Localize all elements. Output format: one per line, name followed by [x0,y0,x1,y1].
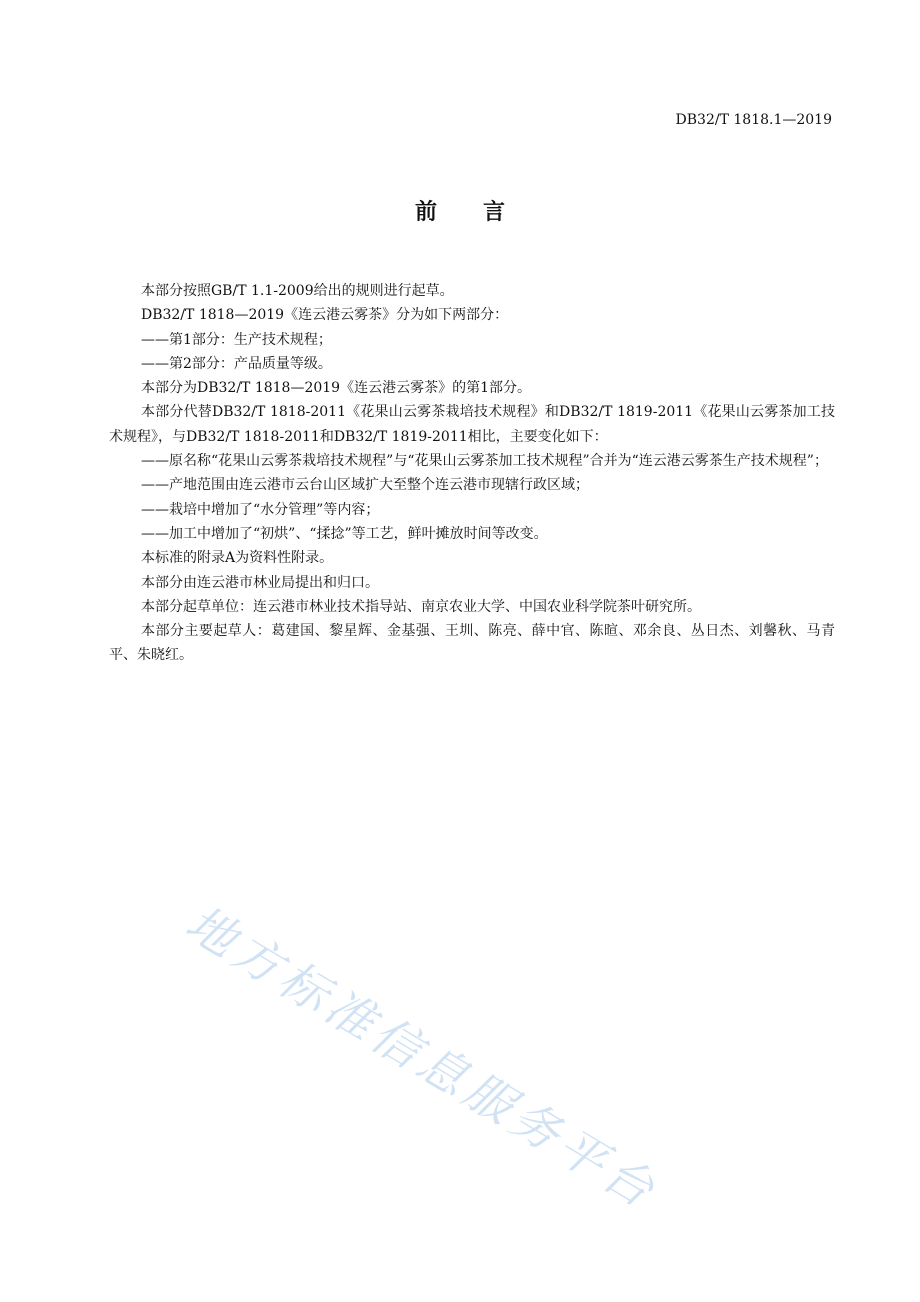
paragraph: ——产地范围由连云港市云台山区域扩大至整个连云港市现辖行政区域； [141,477,589,494]
paragraph: 本部分代替DB32/T 1818-2011《花果山云雾茶栽培技术规程》和DB32/T 1819-2011《花果山云雾茶加工技术规程》，与DB32/T 1818-2011和DB32/T 1819-2011相比，主要变化如下： [109,404,835,445]
paragraph: ——第1部分：生产技术规程； [141,331,332,348]
paragraph: ——加工中增加了“初烘”、“揉捻”等工艺，鲜叶摊放时间等改变。 [141,525,548,542]
paragraph: ——栽培中增加了“水分管理”等内容； [141,501,380,518]
document-code: DB32/T 1818.1—2019 [675,112,832,128]
paragraph: 本部分按照GB/T 1.1-2009给出的规则进行起草。 [141,283,454,299]
paragraph: 本部分主要起草人：葛建国、黎星辉、金基强、王圳、陈亮、薛中官、陈暄、邓余良、丛日杰、刘馨秋、马青平、朱晓红。 [109,623,835,664]
paragraph: 本部分由连云港市林业局提出和归口。 [141,574,379,591]
paragraph: 本部分起草单位：连云港市林业技术指导站、南京农业大学、中国农业科学院茶叶研究所。 [141,598,701,615]
title-char-1: 前 [414,200,437,225]
paragraph: 本部分为DB32/T 1818—2019《连云港云雾茶》的第1部分。 [141,380,531,397]
paragraph: 本标准的附录A为资料性附录。 [141,550,334,567]
title-char-2: 言 [483,200,506,225]
watermark: 地方标准信息服务平台 [176,895,668,1222]
paragraph: ——原名称“花果山云雾茶栽培技术规程”与“花果山云雾茶加工技术规程”合并为“连云港云雾茶生产技术规程”； [141,453,828,470]
page-title [0,197,920,229]
foreword-body [109,279,835,668]
paragraph: ——第2部分：产品质量等级。 [141,355,332,372]
paragraph: DB32/T 1818—2019《连云港云雾茶》分为如下两部分： [141,307,509,324]
